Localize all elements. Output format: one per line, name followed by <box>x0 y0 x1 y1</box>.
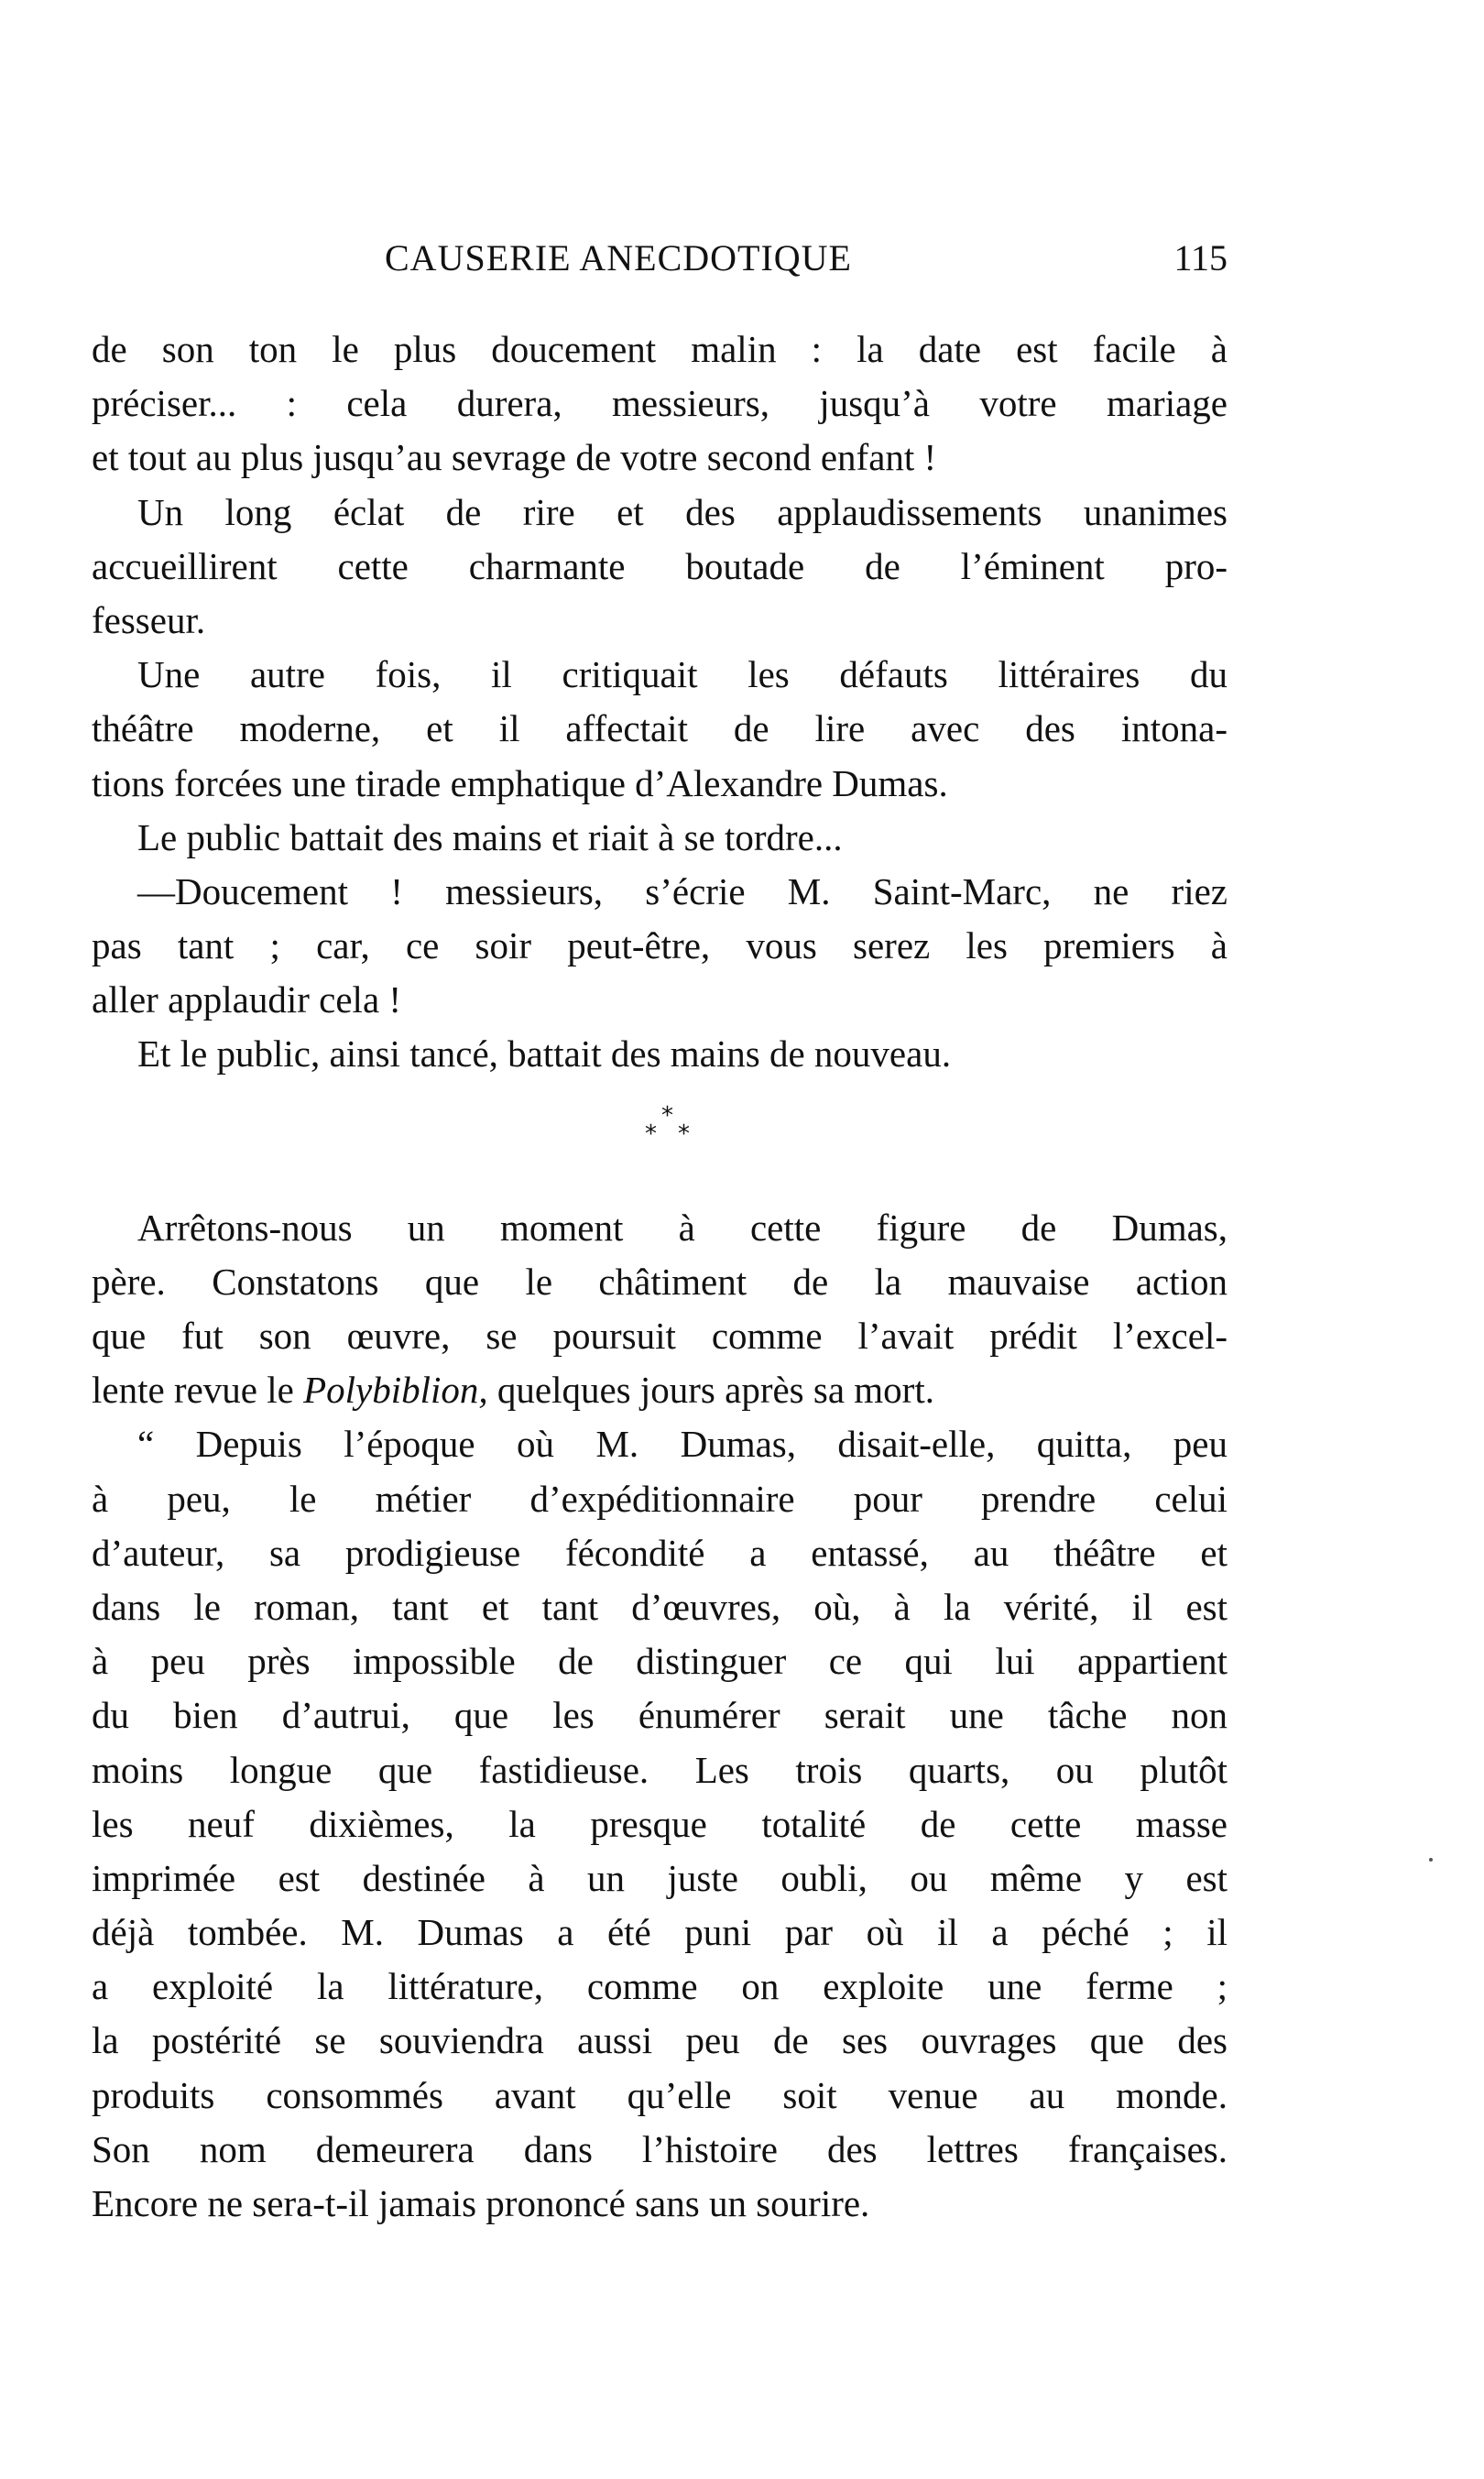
text-line: la postérité se souviendra aussi peu de ses ouvrages que des <box>92 2019 1228 2062</box>
asterism-ornament <box>92 1095 1228 1201</box>
text-line: à peu, le métier d’expéditionnaire pour prendre celui <box>92 1477 1228 1520</box>
page-number: 115 <box>1173 237 1228 278</box>
running-title: CAUSERIE ANECDOTIQUE <box>385 237 852 278</box>
text-line: à peu près impossible de distinguer ce qui lui appartient <box>92 1640 1228 1683</box>
asterisk-glyph: * <box>645 1119 657 1148</box>
periodical-title: Polybiblion, <box>303 1369 488 1412</box>
text-line: Une autre fois, il critiquait les défauts littéraires du <box>137 653 1228 696</box>
text-line: Et le public, ainsi tancé, battait des mains de nouveau. <box>137 1032 952 1076</box>
text-line: aller applaudir cela ! <box>92 978 402 1021</box>
body-text <box>92 322 1228 2231</box>
text-line: a exploité la littérature, comme on exploite une ferme ; <box>92 1965 1228 2008</box>
text-line: déjà tombée. M. Dumas a été puni par où il a péché ; il <box>92 1911 1228 1954</box>
text-line <box>92 1363 1228 1417</box>
text-line: Le public battait des mains et riait à se tordre... <box>137 815 843 858</box>
text-line: que fut son œuvre, se poursuit comme l’avait prédit l’excel- <box>92 1315 1228 1357</box>
text-segment: quelques jours après sa mort. <box>487 1369 934 1412</box>
text-line: “ Depuis l’époque où M. Dumas, disait-elle, quitta, peu <box>137 1423 1228 1466</box>
margin-speck <box>1429 1858 1433 1862</box>
text-line: moins longue que fastidieuse. Les trois quarts, ou plutôt <box>92 1748 1228 1791</box>
asterisk-glyph: * <box>678 1119 690 1148</box>
text-line: accueillirent cette charmante boutade de l’éminent pro- <box>92 544 1228 587</box>
text-line: imprimée est destinée à un juste oubli, ou même y est <box>92 1856 1228 1899</box>
text-line: produits consommés avant qu’elle soit venue au monde. <box>92 2073 1228 2116</box>
text-line: les neuf dixièmes, la presque totalité de cette masse <box>92 1802 1228 1845</box>
text-line: Son nom demeurera dans l’histoire des lettres françaises. <box>92 2127 1228 2170</box>
text-line: pas tant ; car, ce soir peut-être, vous serez les premiers à <box>92 924 1228 967</box>
running-head <box>92 236 1228 291</box>
text-line: préciser... : cela durera, messieurs, jusqu’à votre mariage <box>92 382 1228 425</box>
text-line: de son ton le plus doucement malin : la date est facile à <box>92 328 1228 370</box>
text-line: Encore ne sera-t-il jamais prononcé sans un sourire. <box>92 2182 870 2224</box>
text-line: Arrêtons-nous un moment à cette figure de Dumas, <box>137 1206 1228 1249</box>
text-line: et tout au plus jusqu’au sevrage de votre second enfant ! <box>92 436 937 479</box>
text-line: père. Constatons que le châtiment de la mauvaise action <box>92 1260 1228 1303</box>
text-line: fesseur. <box>92 598 206 641</box>
text-line: d’auteur, sa prodigieuse fécondité a entassé, au théâtre et <box>92 1531 1228 1574</box>
asterisk-glyph: * <box>661 1101 673 1130</box>
text-line: tions forcées une tirade emphatique d’Alexandre Dumas. <box>92 761 948 804</box>
text-line: théâtre moderne, et il affectait de lire avec des intona- <box>92 707 1228 750</box>
text-segment: lente revue le <box>92 1369 304 1412</box>
text-line: dans le roman, tant et tant d’œuvres, où, à la vérité, il est <box>92 1585 1228 1628</box>
text-line: Un long éclat de rire et des applaudissements unanimes <box>137 490 1228 533</box>
text-line: —Doucement ! messieurs, s’écrie M. Saint-Marc, ne riez <box>137 869 1228 912</box>
text-line: du bien d’autrui, que les énumérer serait une tâche non <box>92 1694 1228 1737</box>
